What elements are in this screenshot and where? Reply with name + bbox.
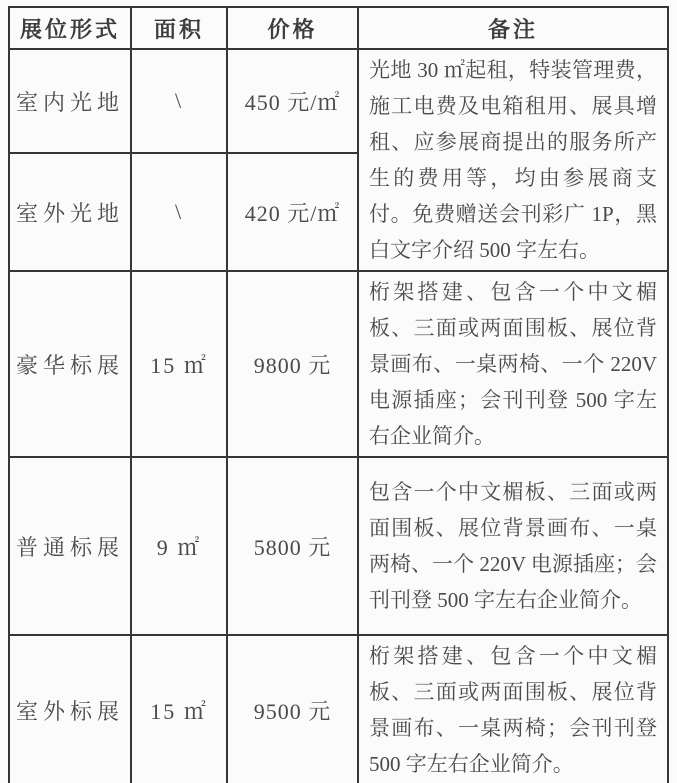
cell-notes-merged: 光地 30 ㎡起租，特装管理费，施工电费及电箱租用、展具增租、应参展商提出的服务所产生的费用等，均由参展商支付。免费赠送会刊彩广 1P，黑白文字介绍 500 字左右。 (358, 49, 668, 271)
cell-area: \ (131, 49, 227, 153)
header-area: 面积 (131, 7, 227, 49)
cell-area: \ (131, 153, 227, 271)
table-row (9, 635, 668, 783)
cell-booth-type: 室内光地 (9, 49, 131, 153)
cell-notes: 桁架搭建、包含一个中文楣板、三面或两面围板、展位背景画布、一桌两椅、一个 220V 电源插座；会刊刊登 500 字左右企业简介。 (358, 271, 668, 457)
cell-booth-type: 室外光地 (9, 153, 131, 271)
cell-notes: 桁架搭建、包含一个中文楣板、三面或两面围板、展位背景画布、一桌两椅；会刊刊登 500 字左右企业简介。 (358, 635, 668, 783)
table-row (9, 457, 668, 635)
cell-booth-type: 普通标展 (9, 457, 131, 635)
header-booth-type: 展位形式 (9, 7, 131, 49)
table-row (9, 49, 668, 153)
cell-notes: 包含一个中文楣板、三面或两面围板、展位背景画布、一桌两椅、一个 220V 电源插座；会刊刊登 500 字左右企业简介。 (358, 457, 668, 635)
cell-price: 9800 元 (227, 271, 358, 457)
cell-price: 9500 元 (227, 635, 358, 783)
table-header-row (9, 7, 668, 49)
pricing-table (8, 6, 669, 783)
table-row (9, 271, 668, 457)
cell-price: 450 元/㎡ (227, 49, 358, 153)
cell-booth-type: 室外标展 (9, 635, 131, 783)
cell-price: 5800 元 (227, 457, 358, 635)
cell-area: 15 ㎡ (131, 271, 227, 457)
cell-booth-type: 豪华标展 (9, 271, 131, 457)
header-notes: 备注 (358, 7, 668, 49)
cell-price: 420 元/㎡ (227, 153, 358, 271)
cell-area: 9 ㎡ (131, 457, 227, 635)
header-price: 价格 (227, 7, 358, 49)
cell-area: 15 ㎡ (131, 635, 227, 783)
